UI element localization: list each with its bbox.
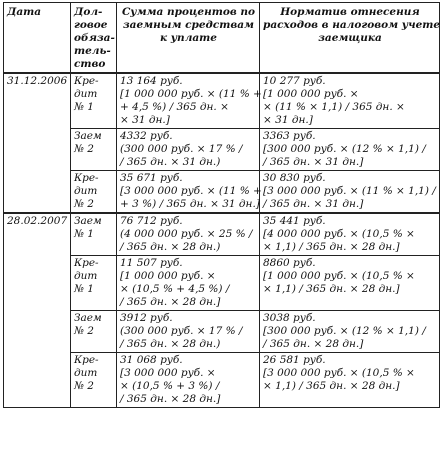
debt-cell — [71, 353, 117, 408]
header-debt-line: говое — [74, 19, 108, 31]
debt-cell — [71, 213, 117, 256]
debt-line: № 2 — [74, 143, 94, 155]
interest-cell — [117, 256, 260, 311]
debt-line: Кре- — [74, 172, 99, 184]
norm-line: 30 830 руб. — [263, 172, 326, 184]
debt-line: № 2 — [74, 325, 94, 337]
norm-cell — [260, 171, 440, 214]
header-interest-line: заемным средствам — [122, 19, 255, 31]
norm-line: / 365 дн. × 28 дн.] — [263, 338, 364, 350]
norm-line: 10 277 руб. — [263, 75, 326, 87]
interest-line: 76 712 руб. — [120, 215, 183, 227]
interest-line: 11 507 руб. — [120, 257, 183, 269]
interest-line: 35 671 руб. — [120, 172, 183, 184]
interest-norm-table — [3, 2, 440, 408]
header-norm-line: Норматив отнесения — [280, 6, 420, 18]
header-interest-line: Сумма процентов по — [121, 6, 256, 18]
interest-cell — [117, 311, 260, 353]
header-norm-line: расходов в налоговом учете — [263, 19, 441, 31]
norm-line: [1 000 000 руб. × — [263, 88, 359, 100]
norm-cell — [260, 256, 440, 311]
header-debt-line: Дол- — [74, 6, 103, 18]
debt-cell — [71, 129, 117, 171]
interest-cell — [117, 73, 260, 129]
debt-line: Кре- — [74, 75, 99, 87]
table-header-row — [4, 3, 440, 74]
norm-cell — [260, 213, 440, 256]
header-debt-line: тель- — [74, 45, 111, 57]
interest-line: × 31 дн.] — [120, 114, 170, 126]
norm-line: 3038 руб. — [263, 312, 316, 324]
header-debt — [71, 3, 117, 74]
header-interest — [117, 3, 260, 74]
interest-line: [1 000 000 руб. × — [120, 270, 216, 282]
norm-cell — [260, 129, 440, 171]
header-date — [4, 3, 71, 74]
interest-line: × (10,5 % + 3 %) / — [120, 380, 220, 392]
norm-cell — [260, 311, 440, 353]
norm-line: [300 000 руб. × (12 % × 1,1) / — [263, 143, 426, 155]
debt-line: дит — [74, 88, 98, 100]
norm-line: × (11 % × 1,1) / 365 дн. × — [263, 101, 405, 113]
interest-line: 3912 руб. — [120, 312, 173, 324]
interest-cell — [117, 213, 260, 256]
interest-cell — [117, 171, 260, 214]
header-debt-line: обяза- — [74, 32, 115, 44]
debt-line: Заем — [74, 215, 102, 227]
norm-line: 26 581 руб. — [263, 354, 326, 366]
norm-line: [3 000 000 руб. × (11 % × 1,1) / — [263, 185, 436, 197]
debt-cell — [71, 256, 117, 311]
debt-cell — [71, 311, 117, 353]
debt-cell — [71, 73, 117, 129]
interest-line: (4 000 000 руб. × 25 % / — [120, 228, 253, 240]
document-page — [3, 2, 439, 408]
norm-line: 3363 руб. — [263, 130, 316, 142]
interest-line: 31 068 руб. — [120, 354, 183, 366]
interest-line: / 365 дн. × 28 дн.] — [120, 393, 221, 405]
norm-line: × 1,1) / 365 дн. × 28 дн.] — [263, 283, 400, 295]
debt-line: № 2 — [74, 380, 94, 392]
debt-line: № 2 — [74, 198, 94, 210]
interest-line: (300 000 руб. × 17 % / — [120, 325, 243, 337]
debt-line: Кре- — [74, 257, 99, 269]
norm-line: [3 000 000 руб. × (10,5 % × — [263, 367, 415, 379]
date-cell: 28.02.2007 — [4, 213, 71, 408]
interest-cell — [117, 353, 260, 408]
debt-line: дит — [74, 367, 98, 379]
interest-line: [3 000 000 руб. × — [120, 367, 216, 379]
debt-line: дит — [74, 270, 98, 282]
debt-line: № 1 — [74, 283, 94, 295]
header-date-text: Дата — [7, 6, 42, 18]
debt-line: Заем — [74, 312, 102, 324]
norm-line: × 1,1) / 365 дн. × 28 дн.] — [263, 241, 400, 253]
norm-cell — [260, 353, 440, 408]
interest-line: 13 164 руб. — [120, 75, 183, 87]
norm-line: / 365 дн. × 31 дн.] — [263, 156, 364, 168]
debt-line: № 1 — [74, 228, 94, 240]
interest-cell — [117, 129, 260, 171]
interest-line: + 3 %) / 365 дн. × 31 дн.] — [120, 198, 260, 210]
interest-line: (300 000 руб. × 17 % / — [120, 143, 243, 155]
debt-line: дит — [74, 185, 98, 197]
norm-line: / 365 дн. × 31 дн.] — [263, 198, 364, 210]
norm-line: [300 000 руб. × (12 % × 1,1) / — [263, 325, 426, 337]
interest-line: / 365 дн. × 28 дн.) — [120, 241, 221, 253]
header-norm — [260, 3, 440, 74]
norm-line: 35 441 руб. — [263, 215, 326, 227]
table-row — [4, 73, 440, 129]
debt-line: Заем — [74, 130, 102, 142]
header-debt-line: ство — [74, 58, 106, 70]
debt-line: Кре- — [74, 354, 99, 366]
interest-line: / 365 дн. × 28 дн.) — [120, 338, 221, 350]
debt-cell — [71, 171, 117, 214]
interest-line: / 365 дн. × 28 дн.] — [120, 296, 221, 308]
table-row — [4, 213, 440, 256]
interest-line: [3 000 000 руб. × (11 % + — [120, 185, 262, 197]
interest-line: × (10,5 % + 4,5 %) / — [120, 283, 230, 295]
norm-line: × 1,1) / 365 дн. × 28 дн.] — [263, 380, 400, 392]
interest-line: + 4,5 %) / 365 дн. × — [120, 101, 229, 113]
norm-line: 8860 руб. — [263, 257, 316, 269]
norm-cell — [260, 73, 440, 129]
norm-line: [1 000 000 руб. × (10,5 % × — [263, 270, 415, 282]
norm-line: × 31 дн.] — [263, 114, 313, 126]
interest-line: / 365 дн. × 31 дн.) — [120, 156, 221, 168]
norm-line: [4 000 000 руб. × (10,5 % × — [263, 228, 415, 240]
debt-line: № 1 — [74, 101, 94, 113]
header-norm-line: заемщика — [318, 32, 382, 44]
interest-line: 4332 руб. — [120, 130, 173, 142]
date-cell: 31.12.2006 — [4, 73, 71, 213]
interest-line: [1 000 000 руб. × (11 % + — [120, 88, 262, 100]
header-interest-line: к уплате — [160, 32, 217, 44]
